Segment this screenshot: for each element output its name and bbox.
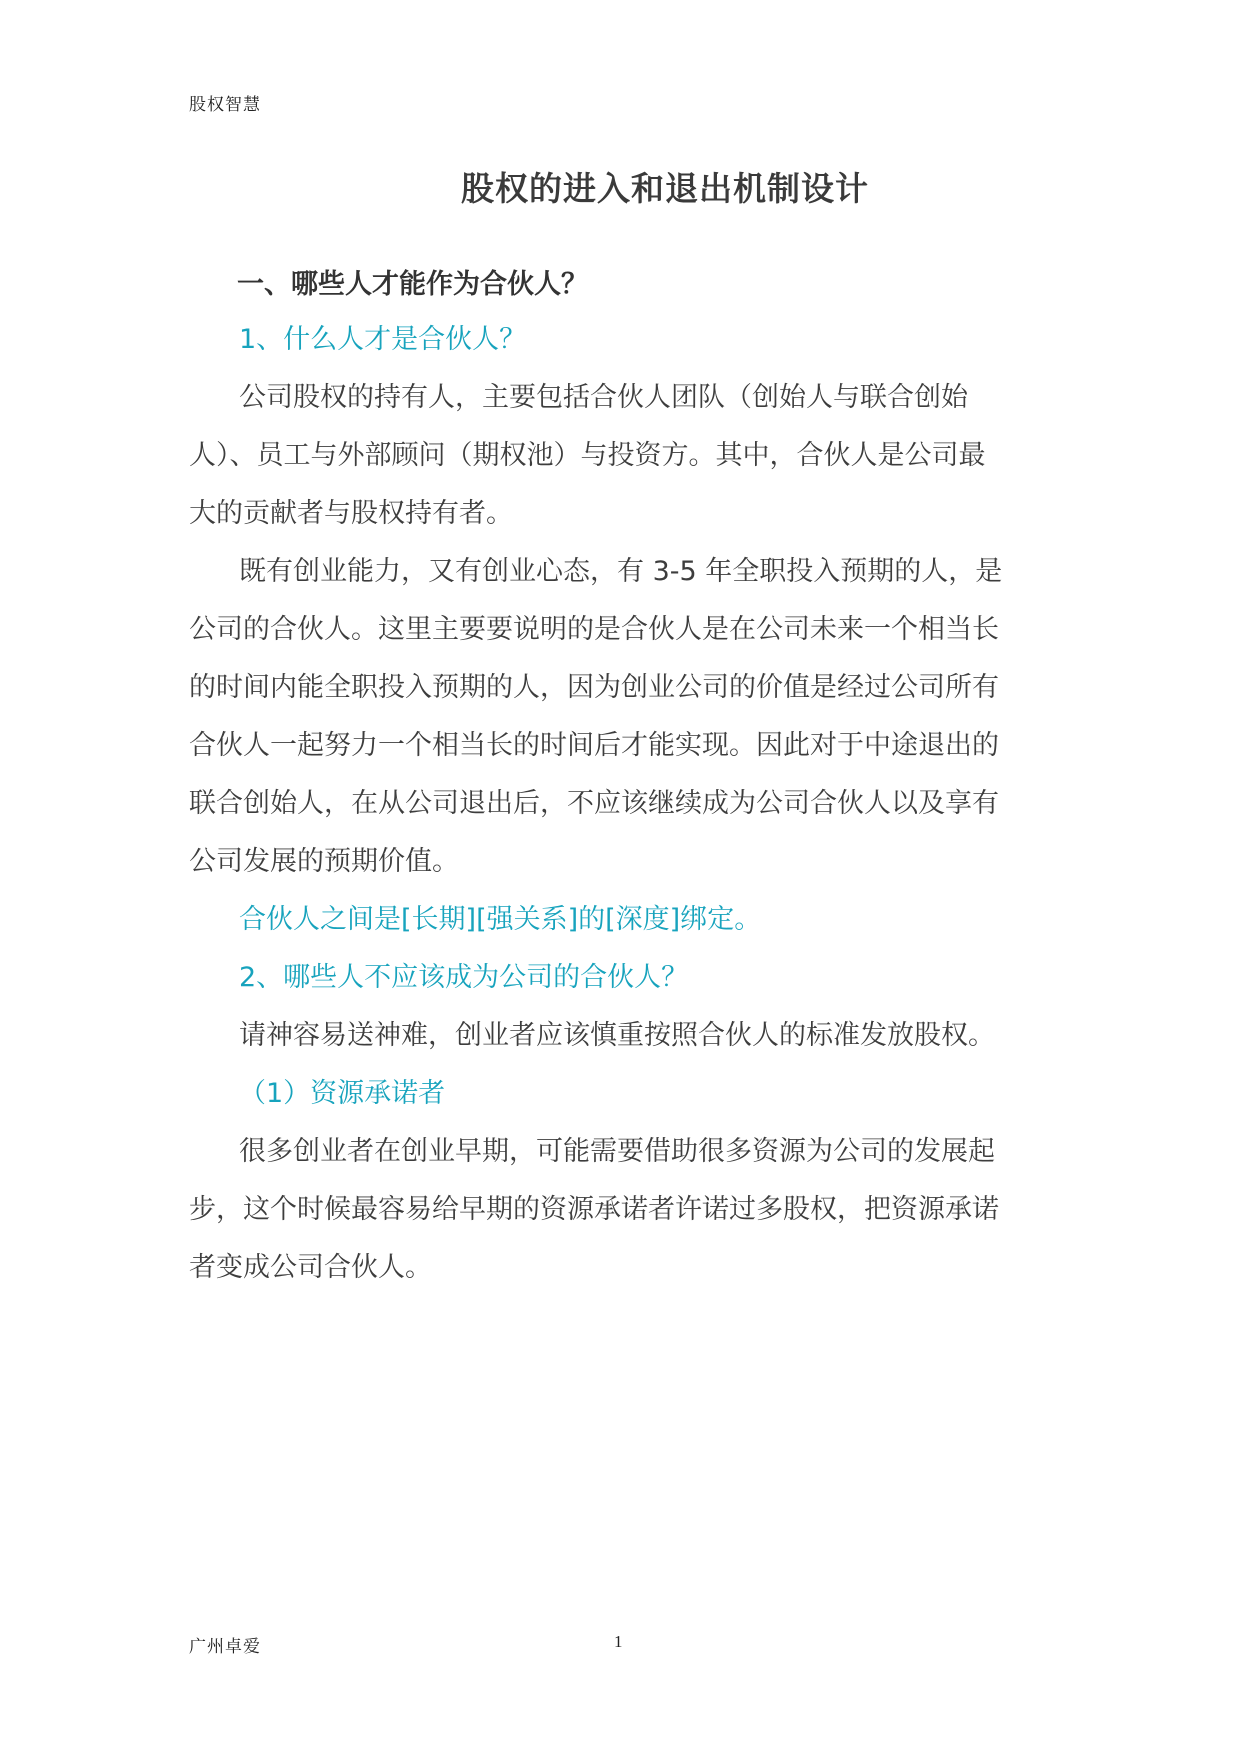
highlight-statement: 合伙人之间是[长期][强关系]的[深度]绑定。: [239, 904, 762, 935]
footer-company: 广州卓爱: [189, 1637, 261, 1657]
page-number: 1: [614, 1632, 623, 1651]
paragraph-line: 公司发展的预期价值。: [189, 846, 459, 877]
paragraph-line: 公司的合伙人。这里主要要说明的是合伙人是在公司未来一个相当长: [189, 614, 999, 645]
paragraph-line: 合伙人一起努力一个相当长的时间后才能实现。因此对于中途退出的: [189, 730, 999, 761]
paragraph-line: 大的贡献者与股权持有者。: [189, 498, 513, 529]
section-heading-1: 一、哪些人才能作为合伙人？: [237, 269, 588, 300]
subsection-heading-2: 2、哪些人不应该成为公司的合伙人？: [239, 962, 689, 993]
paragraph-line: 请神容易送神难，创业者应该慎重按照合伙人的标准发放股权。: [239, 1020, 995, 1051]
paragraph-line: 公司股权的持有人，主要包括合伙人团队（创始人与联合创始: [239, 382, 968, 413]
subsection-heading-1: 1、什么人才是合伙人？: [239, 324, 527, 355]
paragraph-line: 人）、员工与外部顾问（期权池）与投资方。其中，合伙人是公司最: [189, 440, 986, 471]
document-title: 股权的进入和退出机制设计: [461, 169, 869, 208]
paragraph-line: 既有创业能力，又有创业心态，有 3-5 年全职投入预期的人，是: [239, 556, 1003, 587]
page-header: 股权智慧: [189, 95, 261, 115]
paragraph-line: 者变成公司合伙人。: [189, 1252, 432, 1283]
paragraph-line: 的时间内能全职投入预期的人，因为创业公司的价值是经过公司所有: [189, 672, 999, 703]
paragraph-line: 步，这个时候最容易给早期的资源承诺者许诺过多股权，把资源承诺: [189, 1194, 999, 1225]
paragraph-line: 联合创始人，在从公司退出后，不应该继续成为公司合伙人以及享有: [189, 788, 999, 819]
paragraph-line: 很多创业者在创业早期，可能需要借助很多资源为公司的发展起: [239, 1136, 995, 1167]
item-heading-1: （1）资源承诺者: [239, 1078, 446, 1109]
